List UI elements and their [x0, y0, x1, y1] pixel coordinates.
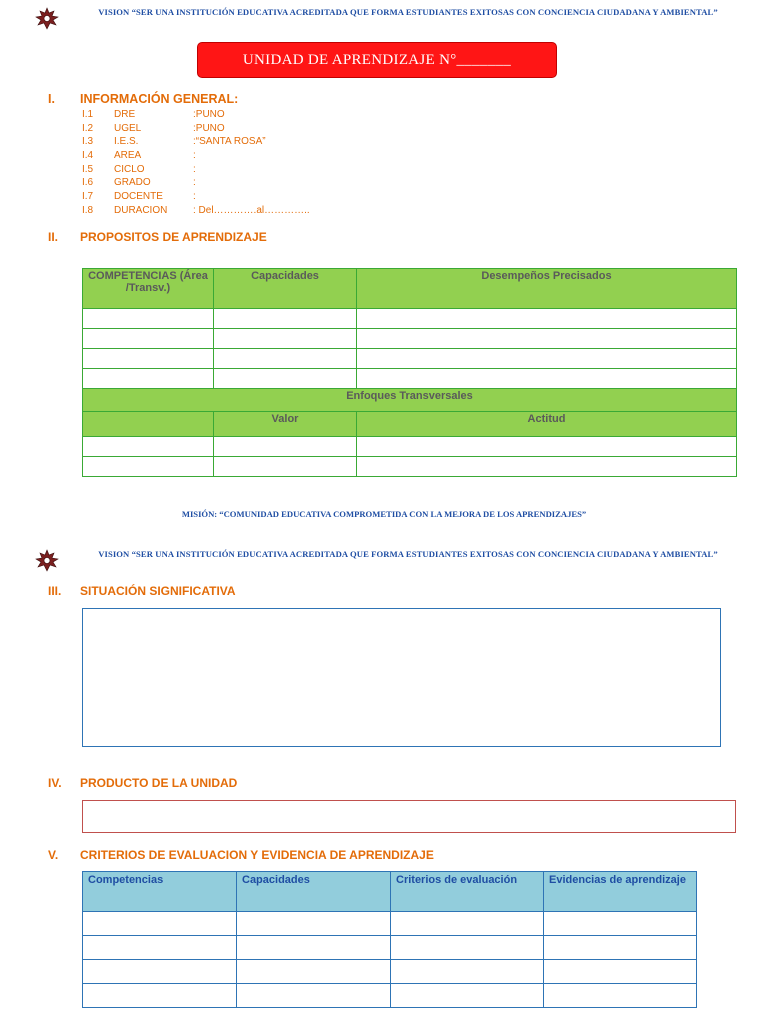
school-emblem-icon — [34, 548, 60, 574]
table-cell[interactable] — [83, 457, 214, 477]
section-2-heading — [48, 230, 448, 246]
section-label: PRODUCTO DE LA UNIDAD — [80, 776, 238, 790]
table-cell[interactable] — [83, 329, 214, 349]
table-cell[interactable] — [83, 912, 237, 936]
section-number: III. — [48, 584, 62, 598]
table-row — [83, 369, 737, 389]
table-cell[interactable] — [391, 960, 544, 984]
table-cell[interactable] — [391, 984, 544, 1008]
table-row — [83, 437, 737, 457]
info-row: I.6 GRADO : — [82, 177, 196, 189]
column-header: Capacidades — [214, 269, 357, 309]
section-number: IV. — [48, 776, 62, 790]
info-row: I.7 DOCENTE : — [82, 191, 196, 203]
column-header — [83, 412, 214, 437]
table-row — [83, 309, 737, 329]
vision-header — [28, 548, 748, 584]
table-cell[interactable] — [83, 309, 214, 329]
info-row: I.1 DRE :PUNO — [82, 109, 225, 120]
table-cell[interactable] — [544, 984, 697, 1008]
section-number: V. — [48, 848, 59, 862]
column-header: COMPETENCIAS (Área /Transv.) — [83, 269, 214, 309]
table-cell[interactable] — [544, 960, 697, 984]
table-row — [83, 936, 697, 960]
column-header: Competencias — [83, 872, 237, 912]
table-cell[interactable] — [214, 349, 357, 369]
table-cell[interactable] — [237, 936, 391, 960]
column-header: Actitud — [357, 412, 737, 437]
column-header: Valor — [214, 412, 357, 437]
table-cell[interactable] — [357, 309, 737, 329]
table-cell[interactable] — [357, 329, 737, 349]
section-label: CRITERIOS DE EVALUACION Y EVIDENCIA DE APRENDIZAJE — [80, 848, 434, 862]
section-number: II. — [48, 230, 59, 244]
column-header: Capacidades — [237, 872, 391, 912]
info-row: I.2 UGEL :PUNO — [82, 122, 225, 134]
table-row — [83, 457, 737, 477]
section-label: PROPOSITOS DE APRENDIZAJE — [80, 230, 267, 244]
mision-text: MISIÓN: “COMUNIDAD EDUCATIVA COMPROMETIDA CON LA MEJORA DE LOS APRENDIZAJES” — [181, 509, 587, 519]
table-cell[interactable] — [357, 457, 737, 477]
school-emblem-icon — [34, 6, 60, 32]
table-cell[interactable] — [357, 349, 737, 369]
table-cell[interactable] — [214, 369, 357, 389]
column-header: Desempeños Precisados — [357, 269, 737, 309]
producto-box[interactable] — [82, 800, 736, 833]
table-cell[interactable] — [391, 912, 544, 936]
vision-text: VISION “SER UNA INSTITUCIÓN EDUCATIVA ACREDITADA QUE FORMA ESTUDIANTES EXITOSAS CON CONCIENCIA CIUDADANA Y AMBIENTAL” — [98, 7, 718, 17]
table-row — [83, 960, 697, 984]
section-1-heading — [48, 92, 448, 108]
info-row: I.4 AREA : — [82, 150, 196, 162]
table-row — [83, 912, 697, 936]
general-info-list — [82, 108, 382, 218]
section-4-heading — [48, 776, 448, 792]
table-row — [83, 984, 697, 1008]
vision-header — [28, 6, 748, 42]
table-cell[interactable] — [237, 960, 391, 984]
table-row — [83, 349, 737, 369]
table-cell[interactable] — [544, 912, 697, 936]
section-label: INFORMACIÓN GENERAL: — [80, 92, 239, 106]
table-cell[interactable] — [83, 960, 237, 984]
table-cell[interactable] — [83, 349, 214, 369]
section-5-heading — [48, 848, 548, 864]
column-header: Criterios de evaluación — [391, 872, 544, 912]
table-cell[interactable] — [357, 437, 737, 457]
table-row — [83, 329, 737, 349]
column-header: Evidencias de aprendizaje — [544, 872, 697, 912]
vision-text: VISION “SER UNA INSTITUCIÓN EDUCATIVA ACREDITADA QUE FORMA ESTUDIANTES EXITOSAS CON CONCIENCIA CIUDADANA Y AMBIENTAL” — [98, 549, 718, 559]
table-cell[interactable] — [83, 984, 237, 1008]
table-cell[interactable] — [237, 912, 391, 936]
table-cell[interactable] — [214, 309, 357, 329]
table-cell[interactable] — [357, 369, 737, 389]
section-3-heading — [48, 584, 448, 600]
section-number: I. — [48, 92, 55, 106]
enfoques-header: Enfoques Transversales — [83, 389, 737, 412]
table-cell[interactable] — [83, 437, 214, 457]
section-label: SITUACIÓN SIGNIFICATIVA — [80, 584, 236, 598]
table-cell[interactable] — [237, 984, 391, 1008]
learning-purposes-table — [82, 268, 737, 477]
table-cell[interactable] — [214, 457, 357, 477]
table-cell[interactable] — [544, 936, 697, 960]
info-row: I.3 I.E.S. :“SANTA ROSA” — [82, 136, 266, 148]
table-cell[interactable] — [83, 369, 214, 389]
info-row: I.5 CICLO : — [82, 163, 196, 175]
table-cell[interactable] — [391, 936, 544, 960]
evaluation-criteria-table — [82, 871, 697, 1008]
info-row: I.8 DURACION : Del………….al………….. — [82, 204, 310, 216]
situacion-significativa-box[interactable] — [82, 608, 721, 747]
table-cell[interactable] — [214, 437, 357, 457]
table-cell[interactable] — [214, 329, 357, 349]
table-cell[interactable] — [83, 936, 237, 960]
unit-title-banner: UNIDAD DE APRENDIZAJE N°_______ — [197, 42, 557, 78]
